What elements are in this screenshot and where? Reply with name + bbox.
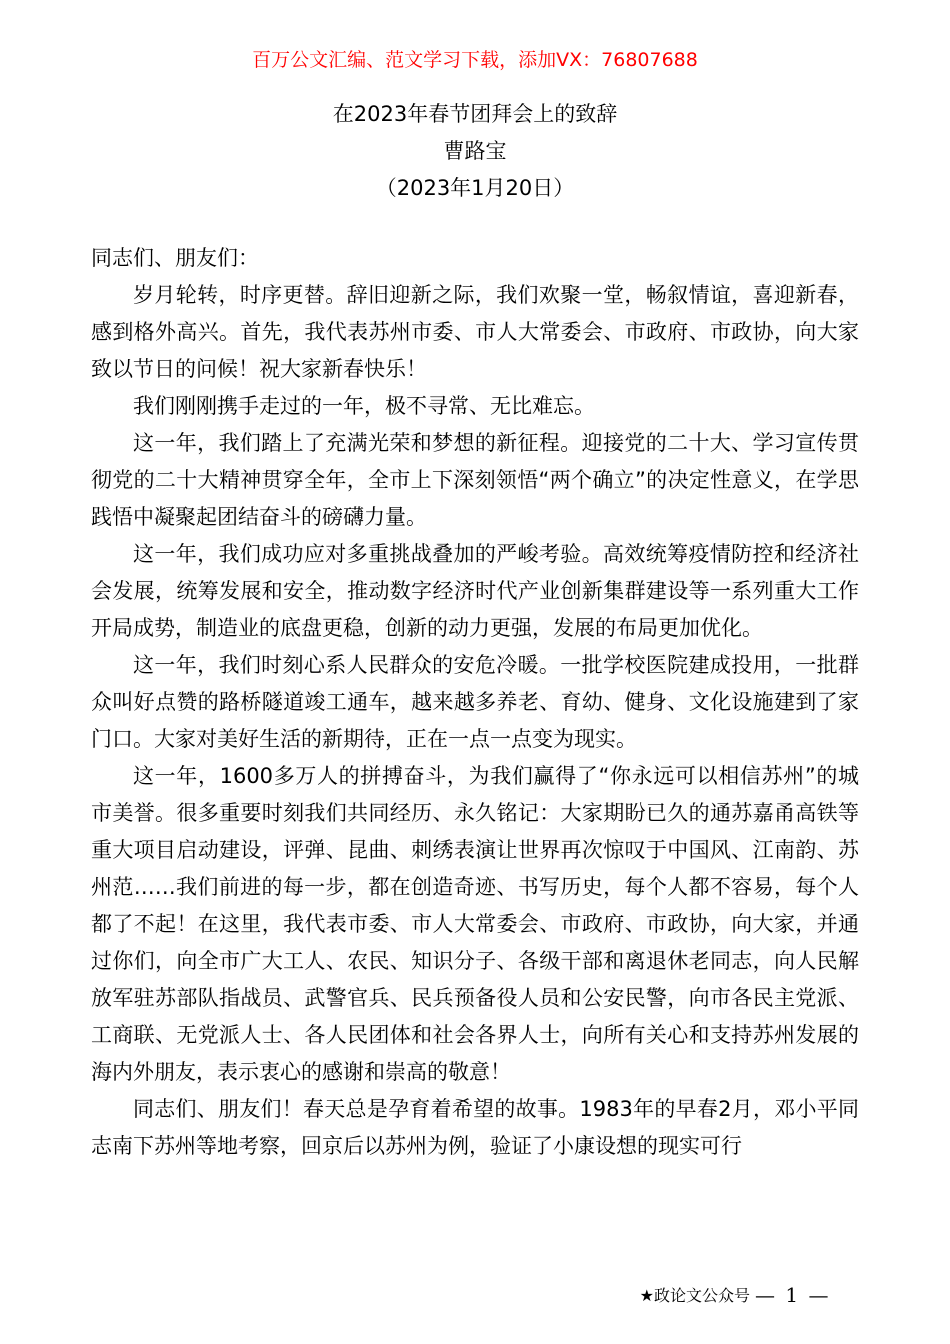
page-number: — 1 — — [755, 1283, 831, 1307]
promo-banner: 百万公文汇编、范文学习下载，添加VX：76807688 — [252, 49, 698, 71]
document-title: 在2023年春节团拜会上的致辞 — [332, 102, 618, 126]
paragraph: 这一年，1600多万人的拼搏奋斗，为我们赢得了“你永远可以相信苏州”的城市美誉。很多重要时刻我们共同经历、永久铭记：大家期盼已久的通苏嘉甬高铁等重大项目启动建设，评弹、昆曲、刺绣表演让世界再次惊叹于中国风、江南韵、苏州范……我们前进的每一步，都在创造奇迹、书写历史，每个人都不容易，每个人都了不起！在这里，我代表市委、市人大常委会、市政府、市政协，向大家，并通过你们，向全市广大工人、农民、知识分子、各级干部和离退休老同志，向人民解放军驻苏部队指战员、武警官兵、民兵预备役人员和公安民警，向市各民主党派、工商联、无党派人士、各人民团体和社会各界人士，向所有关心和支持苏州发展的海内外朋友，表示衷心的感谢和崇高的敬意！ — [91, 764, 859, 1084]
paragraph: 这一年，我们踏上了充满光荣和梦想的新征程。迎接党的二十大、学习宣传贯彻党的二十大精神贯穿全年，全市上下深刻领悟“两个确立”的决定性意义，在学思践悟中凝聚起团结奋斗的磅礴力量。 — [91, 431, 859, 529]
page-footer — [0, 1282, 950, 1310]
paragraph: 这一年，我们时刻心系人民群众的安危冷暖。一批学校医院建成投用，一批群众叫好点赞的路桥隧道竣工通车，越来越多养老、育幼、健身、文化设施建到了家门口。大家对美好生活的新期待，正在一点一点变为现实。 — [91, 653, 859, 751]
document-body — [91, 240, 859, 1165]
paragraph: 同志们、朋友们！春天总是孕育着希望的故事。1983年的早春2月，邓小平同志南下苏州等地考察，回京后以苏州为例，验证了小康设想的现实可行 — [91, 1097, 859, 1158]
document-date: （2023年1月20日） — [375, 176, 575, 200]
salutation: 同志们、朋友们： — [91, 246, 259, 270]
paragraph: 这一年，我们成功应对多重挑战叠加的严峻考验。高效统筹疫情防控和经济社会发展，统筹发展和安全，推动数字经济时代产业创新集群建设等一系列重大工作开局成势，制造业的底盘更稳，创新的动力更强，发展的布局更加优化。 — [91, 542, 859, 640]
title-block — [0, 96, 950, 207]
footer-source: ★政论文公众号 — [639, 1286, 750, 1305]
document-author: 曹路宝 — [443, 139, 507, 163]
paragraph: 岁月轮转，时序更替。辞旧迎新之际，我们欢聚一堂，畅叙情谊，喜迎新春，感到格外高兴。首先，我代表苏州市委、市人大常委会、市政府、市政协，向大家致以节日的问候！祝大家新春快乐！ — [91, 283, 859, 381]
paragraph: 我们刚刚携手走过的一年，极不寻常、无比难忘。 — [133, 394, 595, 418]
